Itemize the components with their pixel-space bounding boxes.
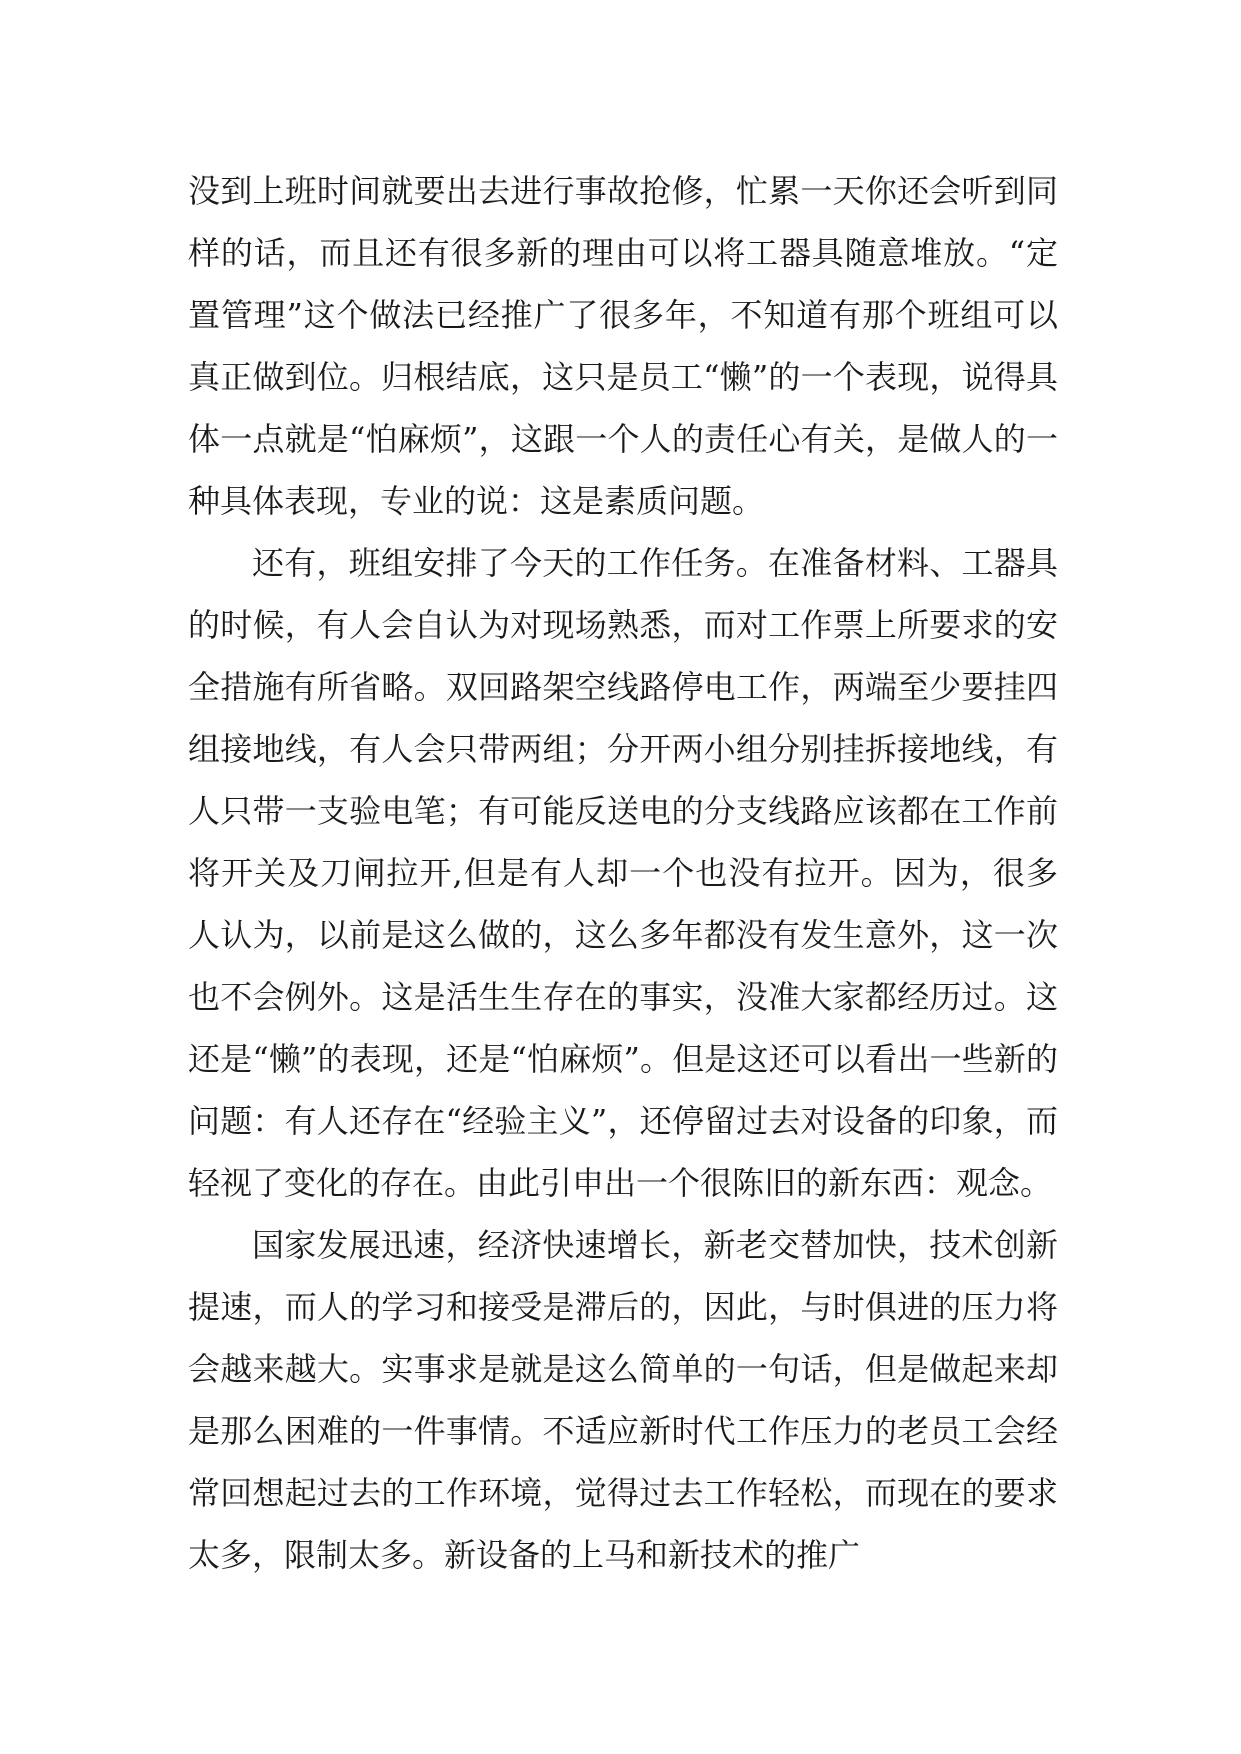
- paragraph-2: 还有，班组安排了今天的工作任务。在准备材料、工器具的时候，有人会自认为对现场熟悉，而对工作票上所要求的安全措施有所省略。双回路架空线路停电工作，两端至少要挂四组接地线，有人会只带两组；分开两小组分别挂拆接地线，有人只带一支验电笔；有可能反送电的分支线路应该都在工作前将开关及刀闸拉开,但是有人却一个也没有拉开。因为，很多人认为，以前是这么做的，这么多年都没有发生意外，这一次也不会例外。这是活生生存在的事实，没准大家都经历过。这还是“懒”的表现，还是“怕麻烦”。但是这还可以看出一些新的问题：有人还存在“经验主义”，还停留过去对设备的印象，而轻视了变化的存在。由此引申出一个很陈旧的新东西：观念。: [188, 544, 1058, 1202]
- paragraph-3: 国家发展迅速，经济快速增长，新老交替加快，技术创新提速，而人的学习和接受是滞后的，因此，与时俱进的压力将会越来越大。实事求是就是这么简单的一句话，但是做起来却是那么困难的一件事情。不适应新时代工作压力的老员工会经常回想起过去的工作环境，觉得过去工作轻松，而现在的要求太多，限制太多。新设备的上马和新技术的推广: [188, 1226, 1058, 1574]
- body-text: [188, 160, 1058, 1586]
- paragraph-1: 没到上班时间就要出去进行事故抢修，忙累一天你还会听到同样的话，而且还有很多新的理由可以将工器具随意堆放。“定置管理”这个做法已经推广了很多年，不知道有那个班组可以真正做到位。归根结底，这只是员工“懒”的一个表现，说得具体一点就是“怕麻烦”，这跟一个人的责任心有关，是做人的一种具体表现，专业的说：这是素质问题。: [188, 172, 1058, 520]
